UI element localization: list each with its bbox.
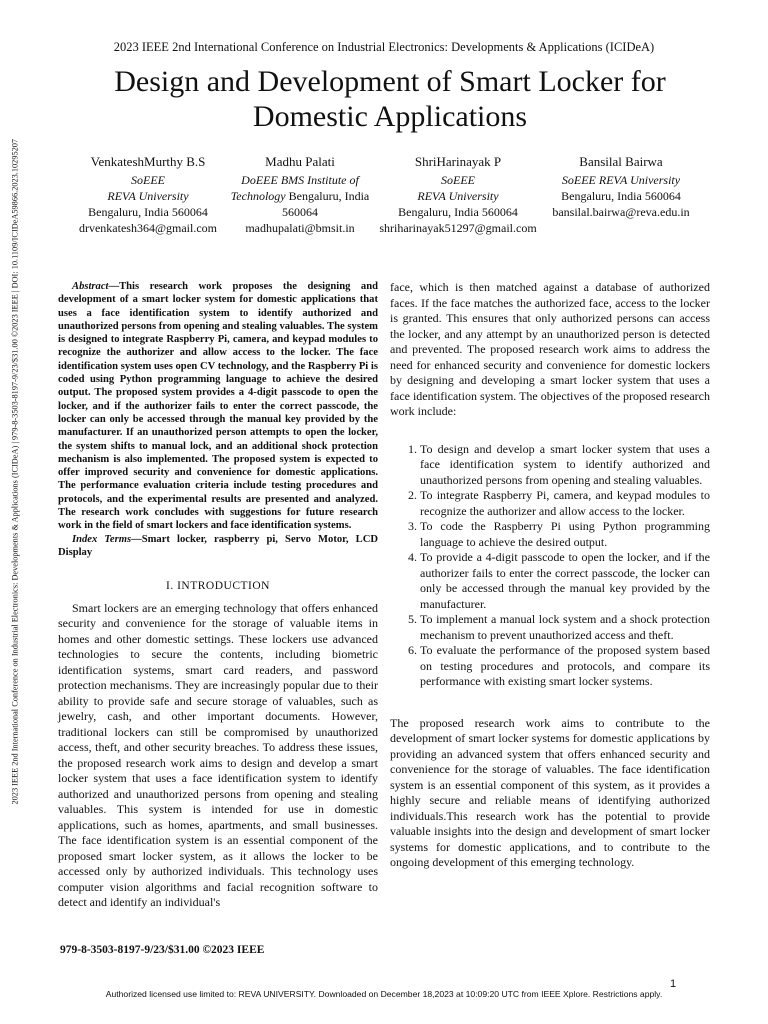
abstract-text: —This research work proposes the designing and development of a smart locker system for domestic applications that uses a face identification system to identify authorized and unauthorized persons from opening and stealing valuables. The system is designed to integrate Raspberry Pi, camera, and keypad modules to recognize the authorizer and allow access to the locker. The face identification system uses open CV technology, and the Raspberry Pi is coded using Python programming language to achieve the desired output. The proposed system provides a 4-digit passcode to open the locker, and if the authorizer fails to enter the correct passcode, the locker can only be accessed through the manual key provided by the manufacturer. If an unauthorized person attempts to open the locker, the system shifts to manual lock, and an additional shock protection mechanism is also implemented. The proposed system is expected to offer improved security and convenience for domestic applications. The performance evaluation criteria include testing procedures and protocols, and the experimental results are presented and analyzed. The research work concludes with suggestions for future research work in the field of smart lockers and face identification systems.	[58, 281, 378, 532]
title-line-1: Design and Development of Smart Locker for	[114, 65, 666, 98]
author-loc-part: Bengaluru, India	[288, 189, 370, 203]
list-item: 3. To code the Raspberry Pi using Python programming language to achieve the desired output.	[420, 519, 710, 550]
side-doi-text: 2023 IEEE 2nd International Conference on Industrial Electronics: Developments & Applications (ICIDeA) | 979-8-3503-8197-9/23/$31.00 ©2023 IEEE | DOI: 10.1109/ICIDeA59866.2023.10295207	[10, 138, 20, 805]
author-location: 560064	[282, 205, 318, 219]
author-name: Bansilal Bairwa	[579, 154, 663, 169]
intro-continued: face, which is then matched against a database of authorized faces. If the face matches the authorized face, access to the locker is granted. This ensures that only authorized persons can access the locker, and any attempt by an unauthorized person is detected and prevented. The proposed research work aims to address the need for enhanced security and convenience for domestic lockers by designing and developing a smart locker system that uses a face identification system. The objectives of the proposed research work include:	[390, 280, 710, 418]
index-terms	[58, 533, 378, 560]
index-terms-text: —Smart locker, raspberry pi, Servo Motor, LCD Display	[58, 533, 379, 558]
author-email[interactable]: drvenkatesh364@gmail.com	[78, 221, 218, 235]
author-name: Madhu Palati	[265, 154, 335, 169]
list-item: 2. To integrate Raspberry Pi, camera, and keypad modules to recognize the authorizer and allow access to the locker.	[420, 488, 710, 519]
list-item: 5. To implement a manual lock system and a shock protection mechanism to prevent unauthorized access and theft.	[420, 612, 710, 643]
paper-title	[70, 64, 710, 134]
author-3	[378, 154, 538, 236]
author-location: Bengaluru, India 560064	[88, 205, 208, 219]
title-line-2: Domestic Applications	[252, 100, 528, 133]
author-dept: SoEEE	[441, 173, 475, 187]
author-location: Bengaluru, India 560064	[398, 205, 518, 219]
objectives-list	[390, 442, 710, 690]
author-dept: SoEEE	[131, 173, 165, 187]
author-name: VenkateshMurthy B.S	[90, 154, 206, 169]
author-email[interactable]: madhupalati@bmsit.in	[245, 221, 355, 235]
author-dept: SoEEE REVA University	[561, 173, 681, 187]
author-dept: DoEEE BMS Institute of	[241, 173, 359, 187]
author-email[interactable]: shriharinayak51297@gmail.com	[379, 221, 537, 235]
conference-header: 2023 IEEE 2nd International Conference on Industrial Electronics: Developments & Applications (ICIDeA)	[113, 40, 655, 54]
left-column	[58, 280, 378, 911]
abstract	[58, 280, 378, 533]
list-item: 6. To evaluate the performance of the proposed system based on testing procedures and protocols, and compare its performance with existing smart locker systems.	[420, 643, 710, 690]
author-2	[220, 154, 380, 236]
author-inst-part: Technology	[230, 189, 286, 203]
author-inst: REVA University	[417, 189, 499, 203]
right-column	[390, 280, 710, 871]
page-number: 1	[670, 978, 677, 990]
license-footer: Authorized licensed use limited to: REVA UNIVERSITY. Downloaded on December 18,2023 at 10:09:20 UTC from IEEE Xplore. Restrictions apply.	[105, 989, 663, 999]
author-inst: Bengaluru, India 560064	[561, 189, 681, 203]
author-name: ShriHarinayak P	[414, 154, 502, 169]
contribution-paragraph: The proposed research work aims to contribute to the development of smart locker systems for domestic applications by providing an advanced system that offers enhanced security and convenience for the storage of valuables. The face identification system is an essential component of this system, as it provides a highly secure and reliable means of identifying authorized individuals.This research work has the potential to provide valuable insights into the design and development of smart locker systems for domestic applications, and to contribute to the ongoing development of this emerging technology.	[390, 715, 710, 869]
copyright-notice: 979-8-3503-8197-9/23/$31.00 ©2023 IEEE	[60, 944, 265, 956]
author-4	[552, 154, 690, 220]
list-item: 4. To provide a 4-digit passcode to open the locker, and if the authorizer fails to enter the correct passcode, the locker can only be accessed through the manual key provided by the manufacturer.	[420, 550, 710, 612]
author-email[interactable]: bansilal.bairwa@reva.edu.in	[552, 205, 690, 219]
list-item: 1. To design and develop a smart locker system that uses a face identification system to identify authorized and unauthorized persons from opening and stealing valuables.	[420, 442, 710, 489]
author-1	[68, 154, 228, 236]
author-inst: REVA University	[107, 189, 189, 203]
intro-paragraph: Smart lockers are an emerging technology that offers enhanced security and convenience for the storage of valuable items in homes and other domestic settings. These lockers use advanced technologies to secure the contents, including biometric identification systems, smart card readers, and password protection mechanisms. They are increasingly popular due to their ability to provide safe and secure storage of valuables, such as jewelry, cash, and other important documents. However, traditional lockers can still be compromised by unauthorized access, theft, and other security breaches. To address these issues, the proposed research work aims to design and develop a smart locker system that uses a face identification system to identify authorized and unauthorized persons from opening and stealing valuables. This system is intended for use in domestic applications, such as homes, apartments, and small businesses. The face identification system is an essential component of the proposed smart locker system, as it allows the locker to be accessed only by authorized individuals. This technology uses computer vision algorithms and facial recognition software to detect and identify an individual's	[58, 600, 378, 910]
abstract-label: Abstract	[72, 281, 109, 292]
index-terms-label: Index Terms	[72, 533, 132, 545]
section-heading: I. INTRODUCTION	[166, 580, 270, 593]
